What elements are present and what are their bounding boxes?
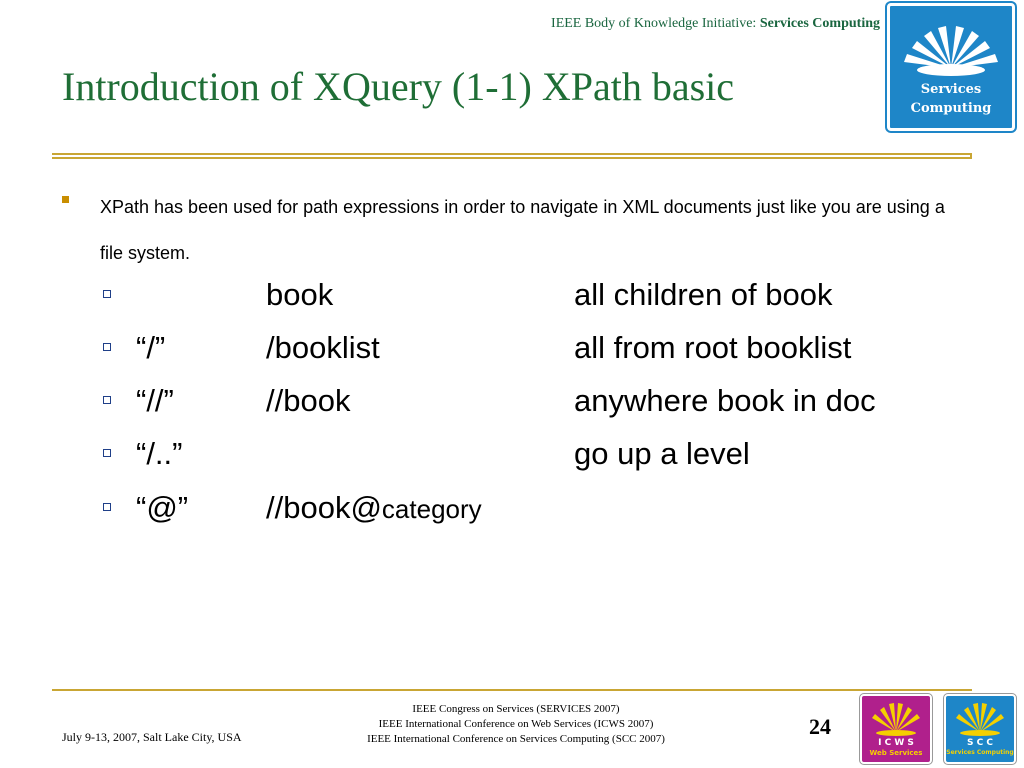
footer-conference-line: IEEE Congress on Services (SERVICES 2007) xyxy=(412,703,620,715)
row-description: all from root booklist xyxy=(574,330,852,365)
icws-sublabel: Web Services xyxy=(869,749,923,757)
row-symbol: “//” xyxy=(136,383,174,418)
checkbox-bullet-icon xyxy=(103,396,111,404)
checkbox-bullet-icon xyxy=(103,343,111,351)
scc-sublabel: Services Computing xyxy=(946,749,1014,756)
icws-logo xyxy=(860,694,932,764)
list-item xyxy=(100,490,980,530)
row-path: //book@category xyxy=(266,490,482,525)
footer-date-location: July 9-13, 2007, Salt Lake City, USA xyxy=(62,730,242,744)
bullet-square-icon xyxy=(62,196,69,203)
footer-divider xyxy=(52,689,972,691)
row-description: all children of book xyxy=(574,277,833,312)
scc-logo xyxy=(944,694,1016,764)
title-divider xyxy=(52,153,972,159)
list-item xyxy=(100,277,980,317)
row-path: /booklist xyxy=(266,330,380,365)
row-symbol: “@” xyxy=(136,490,189,525)
logo-line2: Computing xyxy=(910,101,992,116)
list-item xyxy=(100,383,980,423)
list-item xyxy=(100,330,980,370)
row-path: book xyxy=(266,277,334,312)
checkbox-bullet-icon xyxy=(103,290,111,298)
icws-label: I C W S xyxy=(878,738,914,748)
footer-conferences xyxy=(316,702,716,747)
services-computing-logo xyxy=(887,3,1015,131)
header-prefix: IEEE Body of Knowledge Initiative: xyxy=(551,16,760,31)
header-emphasis: Services Computing xyxy=(759,16,880,31)
logo-line1: Services xyxy=(920,82,982,97)
footer-conference-line: IEEE International Conference on Services Computing (SCC 2007) xyxy=(367,733,665,745)
footer-conference-line: IEEE International Conference on Web Services (ICWS 2007) xyxy=(378,718,654,730)
main-bullet-text: XPath has been used for path expressions in order to navigate in XML documents just like you are using a file system. xyxy=(100,197,945,263)
list-item xyxy=(100,436,980,476)
checkbox-bullet-icon xyxy=(103,503,111,511)
page-number: 24 xyxy=(809,714,831,739)
row-description: anywhere book in doc xyxy=(574,383,876,418)
header-text xyxy=(440,16,880,32)
row-description: go up a level xyxy=(574,436,750,471)
row-symbol: “/” xyxy=(136,330,166,365)
checkbox-bullet-icon xyxy=(103,449,111,457)
scc-label: S C C xyxy=(967,738,993,748)
slide-title: Introduction of XQuery (1-1) XPath basic xyxy=(62,64,735,109)
row-path: //book xyxy=(266,383,351,418)
row-symbol: “/..” xyxy=(136,436,183,471)
